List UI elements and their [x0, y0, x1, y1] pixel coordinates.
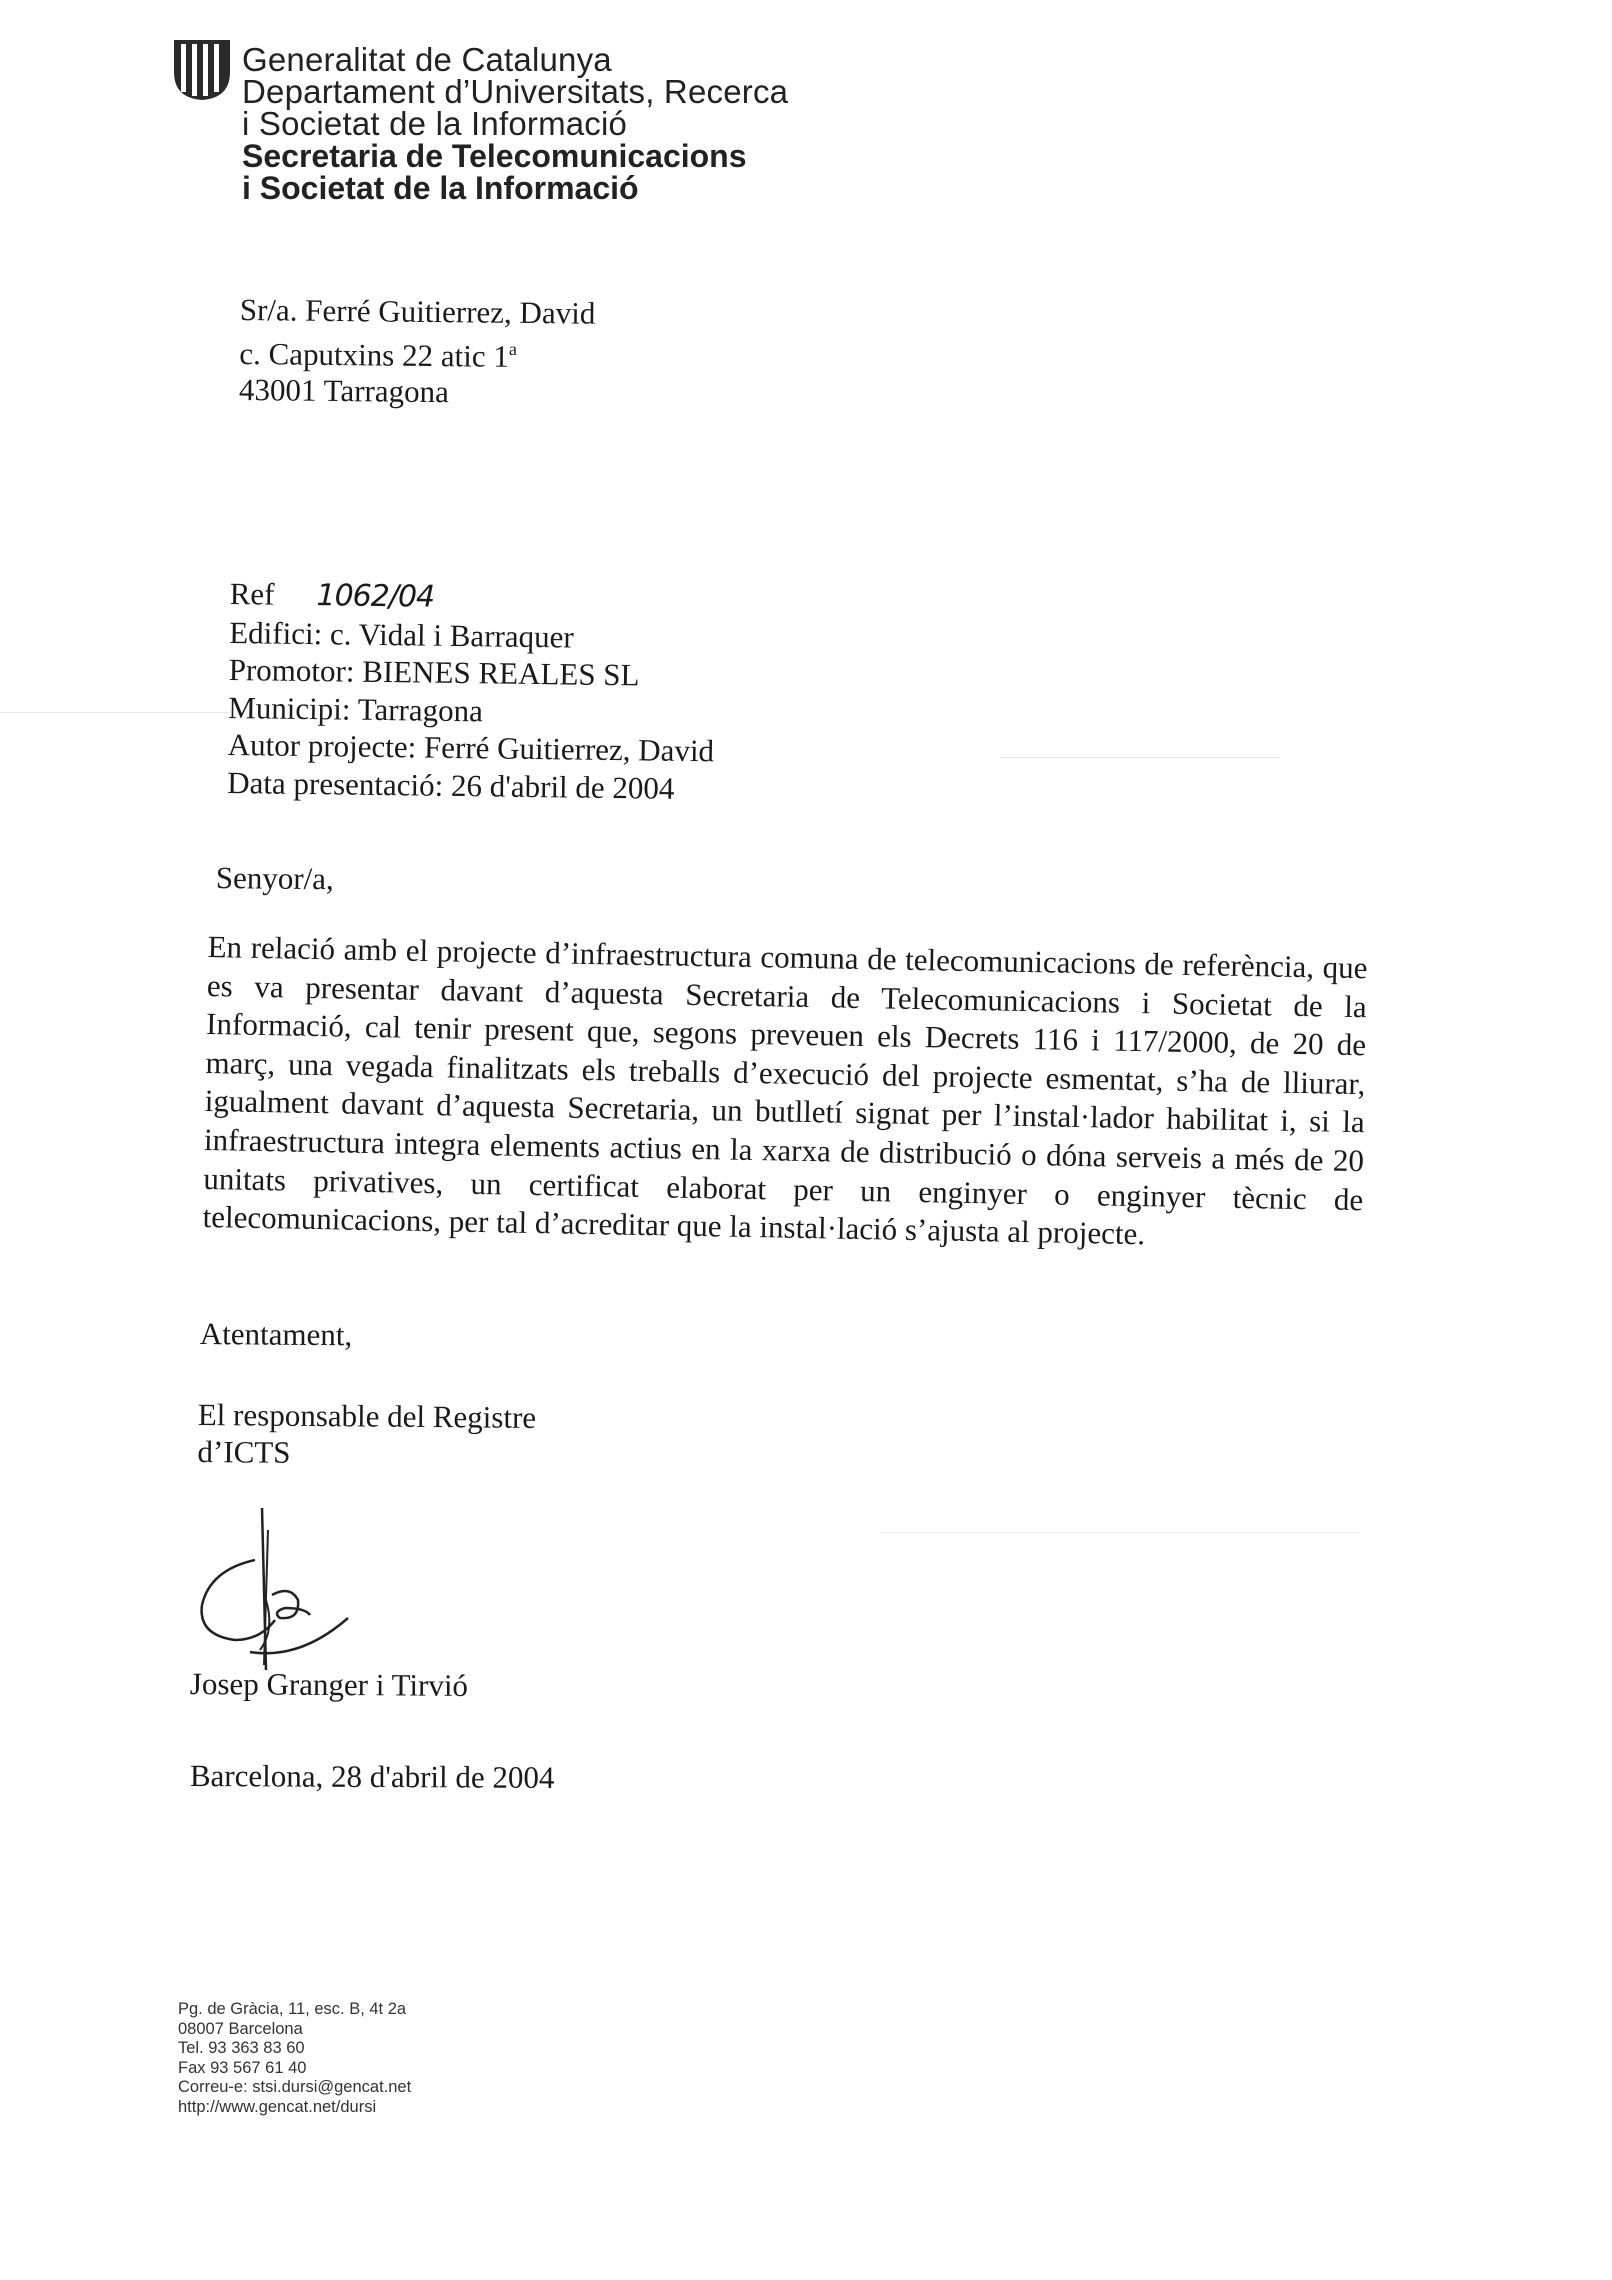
- addressee-city: 43001 Tarragona: [238, 371, 450, 410]
- addressee-street-text: c. Caputxins 22 atic 1: [239, 335, 510, 374]
- ref-label: Ref: [229, 575, 275, 612]
- scan-artifact: [1000, 757, 1280, 758]
- footer-fax: Fax 93 567 61 40: [178, 2058, 307, 2077]
- signer-name: Josep Granger i Tirvió: [189, 1666, 469, 1703]
- reference-block: [227, 575, 716, 807]
- letterhead-line: Generalitat de Catalunya: [242, 41, 612, 78]
- letterhead-bold-line: i Societat de la Informació: [242, 170, 639, 206]
- body-paragraph: En relació amb el projecte d’infraestructura comuna de telecomunicacions de referència, que es va presentar davant d’aquesta Secretaria de Telecomunicacions i Societat de la Informació, cal tenir present que, segons preveuen els Decrets 116 i 117/2000, de 20 de març, una vegada finalitzats els treballs d’execució del projecte esmentat, s’ha de lliurar, igualment davant d’aquesta Secretaria, un butlletí signat per l’instal·lador habilitat i, si la infraestructura integra elements actius en la xarxa de distribució o dóna serveis a més de 20 unitats privatives, un certificat elaborat per un enginyer o enginyer tècnic de telecomunicacions, per tal d’acreditar que la instal·lació s’ajusta al projecte.: [202, 928, 1368, 1252]
- addressee-name: Sr/a. Ferré Guitierrez, David: [239, 292, 596, 331]
- reference-author: Autor projecte: Ferré Guitierrez, David: [227, 726, 715, 769]
- scan-artifact: [880, 1532, 1360, 1533]
- reference-promoter: Promotor: BIENES REALES SL: [228, 651, 640, 693]
- addressee-block: [239, 292, 596, 412]
- reference-date: Data presentació: 26 d'abril de 2004: [227, 764, 675, 806]
- handwritten-signature: [180, 1500, 360, 1670]
- footer-email: Correu-e: stsi.dursi@gencat.net: [178, 2078, 412, 2096]
- letterhead: [242, 41, 789, 206]
- addressee-street: [239, 328, 595, 376]
- responsible-line: d’ICTS: [197, 1433, 291, 1470]
- responsible-block: [197, 1396, 536, 1473]
- reference-building: Edifici: c. Vidal i Barraquer: [229, 614, 574, 655]
- generalitat-coat-of-arms-icon: [172, 38, 232, 102]
- footer-address: Pg. de Gràcia, 11, esc. B, 4t 2a: [178, 2000, 407, 2018]
- reference-municipality: Municipi: Tarragona: [228, 689, 484, 728]
- place-date: Barcelona, 28 d'abril de 2004: [189, 1758, 555, 1795]
- letterhead-line: Departament d’Universitats, Recerca: [242, 73, 789, 110]
- footer-tel: Tel. 93 363 83 60: [178, 2039, 305, 2057]
- letterhead-bold-line: Secretaria de Telecomunicacions: [242, 138, 747, 174]
- footer-web: http://www.gencat.net/dursi: [178, 2097, 377, 2116]
- scan-artifact: [0, 712, 230, 713]
- closing: Atentament,: [199, 1316, 353, 1353]
- ref-handwritten-number: 1062/04: [316, 578, 435, 615]
- reference-line: [229, 575, 716, 620]
- letterhead-line: i Societat de la Informació: [242, 105, 628, 142]
- addressee-street-sup: a: [508, 338, 518, 359]
- responsible-line: El responsable del Registre: [197, 1397, 537, 1435]
- footer-contact: [178, 2000, 411, 2117]
- footer-postal: 08007 Barcelona: [178, 2019, 303, 2038]
- salutation: Senyor/a,: [215, 860, 334, 897]
